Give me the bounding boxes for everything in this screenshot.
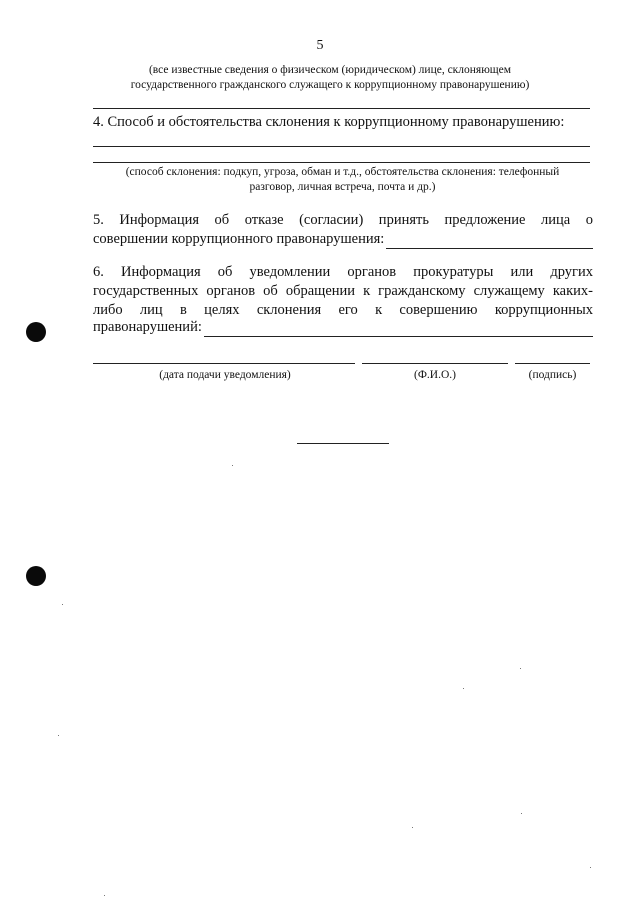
- name-signature-label: (Ф.И.О.): [414, 369, 456, 381]
- signature-signature-label: (подпись): [528, 369, 577, 381]
- person-info-caption-line1: (все известные сведения о физическом (юридическом) лице, склоняющем: [148, 64, 512, 76]
- scan-speck: [590, 867, 591, 868]
- section6-line4: [93, 318, 593, 337]
- scan-speck: [232, 465, 233, 466]
- scan-speck: [104, 895, 105, 896]
- scan-speck: [412, 827, 413, 828]
- section5-line1: 5. Информация об отказе (согласии) принять предложение лица о: [93, 212, 593, 228]
- scan-speck: [58, 735, 59, 736]
- scan-speck: [62, 604, 63, 605]
- section4-fill-line-2[interactable]: [93, 162, 590, 163]
- section4-caption-line2: разговор, личная встреча, почта и др.): [249, 181, 436, 193]
- section4-caption-line1: (способ склонения: подкуп, угроза, обман и т.д., обстоятельства склонения: телефонный: [125, 166, 560, 178]
- section6-line1: 6. Информация об уведомлении органов прокуратуры или других: [93, 264, 593, 280]
- section6-answer-field[interactable]: [204, 322, 593, 337]
- section6-line2: государственных органов об обращении к гражданскому служащему каких-: [93, 283, 593, 299]
- section5-answer-field[interactable]: [386, 234, 593, 249]
- page-number: 5: [316, 38, 324, 53]
- section4-title: 4. Способ и обстоятельства склонения к коррупционному правонарушению:: [93, 114, 565, 130]
- scan-speck: [463, 688, 464, 689]
- signature-line[interactable]: [515, 363, 590, 364]
- name-signature-line[interactable]: [362, 363, 508, 364]
- date-signature-line[interactable]: [93, 363, 355, 364]
- date-signature-label: (дата подачи уведомления): [159, 369, 291, 381]
- section6-line4-text: правонарушений:: [93, 319, 202, 335]
- person-info-caption-line2: государственного гражданского служащего к коррупционному правонарушению): [130, 79, 530, 91]
- punch-hole-top: [26, 322, 46, 342]
- end-of-form-line: [297, 443, 389, 444]
- section6-line3: либо лиц в целях склонения его к совершению коррупционных: [93, 302, 593, 318]
- section4-caption: [90, 165, 595, 195]
- person-info-underline: [93, 108, 590, 109]
- person-info-caption: [80, 63, 580, 93]
- section5-line2: [93, 230, 593, 249]
- section4-fill-line-1[interactable]: [93, 146, 590, 147]
- scan-speck: [521, 813, 522, 814]
- section5-line2-text: совершении коррупционного правонарушения:: [93, 231, 385, 247]
- scan-speck: [520, 668, 521, 669]
- punch-hole-bottom: [26, 566, 46, 586]
